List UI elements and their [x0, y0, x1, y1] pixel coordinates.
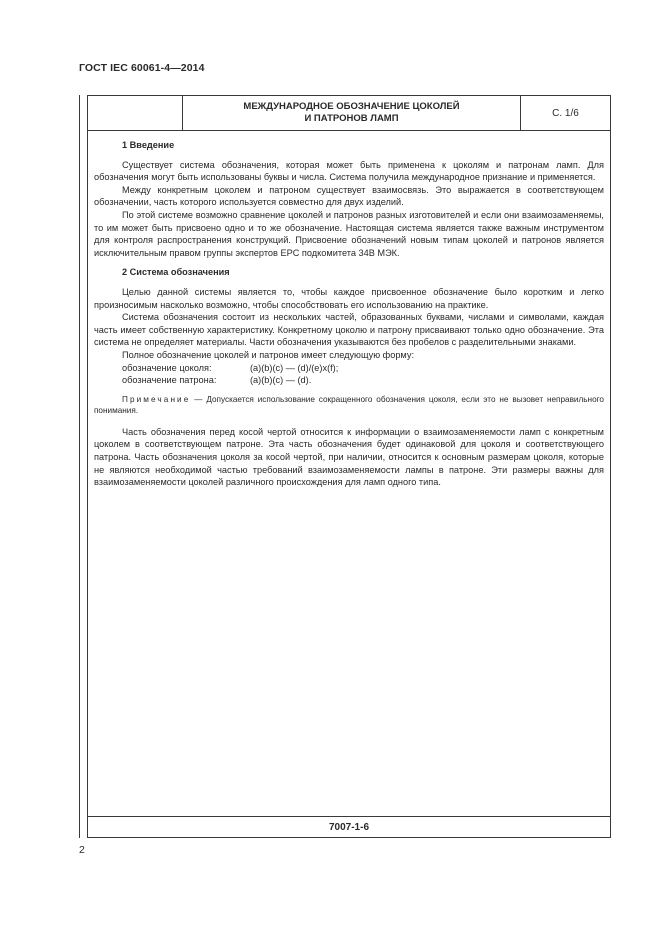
section-1-paragraph: По этой системе возможно сравнение цоколей и патронов разных изготовителей и если они взаимозаменяемы, то им может быть присвоено одно и то же обозначение. Настоящая система является также важным инструментом для контроля распространения конструкций. Присвоение обозначений новым типам цоколей и патронов является исключительным правом группы экспертов EPC подкомитета 34B МЭК. — [94, 209, 604, 258]
cap-designation-label: обозначение цоколя: — [122, 362, 212, 373]
cap-designation-value: (a)(b)(c) — (d)/(e)x(f); — [250, 362, 339, 373]
sheet-frame — [87, 95, 611, 838]
sheet-title-line-2: И ПАТРОНОВ ЛАМП — [304, 113, 399, 124]
page-number: 2 — [79, 844, 85, 856]
section-2-heading: 2 Система обозначения — [122, 267, 230, 278]
sheet-title-line-1: МЕЖДУНАРОДНОЕ ОБОЗНАЧЕНИЕ ЦОКОЛЕЙ — [243, 101, 460, 112]
sheet-page-ref: С. 1/6 — [552, 107, 579, 119]
sheet-header — [88, 96, 610, 131]
cap-designation-line — [94, 362, 604, 375]
sheet-title — [183, 96, 520, 130]
holder-designation-label: обозначение патрона: — [122, 375, 217, 386]
note-label: Примечание — [122, 394, 191, 404]
sheet-footer-code: 7007-1-6 — [88, 816, 610, 838]
holder-designation-line — [94, 374, 604, 387]
note — [94, 394, 604, 417]
document-code: ГОСТ IEC 60061-4—2014 — [79, 62, 205, 74]
section-2-paragraph: Полное обозначение цоколей и патронов имеет следующую форму: — [122, 349, 414, 360]
section-1-heading: 1 Введение — [122, 140, 175, 150]
holder-designation-value: (a)(b)(c) — (d). — [250, 375, 312, 386]
section-1-paragraph: Между конкретным цоколем и патроном существует взаимосвязь. Это выражается в соответствующем обозначении, часть которого используется совместно для двух изделий. — [94, 184, 604, 208]
sheet-body — [94, 139, 604, 489]
section-2-final-paragraph: Часть обозначения перед косой чертой относится к информации о взаимозаменяемости ламп с конкретным цоколем в соответствующем патроне. Эта часть обозначения будет одинаковой для цоколя и соответствующего патрона. Часть обозначения цоколя за косой чертой, при наличии, относится к основным размерам цоколя, которые не являются необходимой частью требований взаимозаменяемости лампы в патроне. Эти размеры важны для взаимозаменяемости цоколей различного происхождения для ламп одного типа. — [94, 426, 604, 488]
section-2-paragraph: Система обозначения состоит из нескольких частей, образованных буквами, числами и символами, каждая часть имеет собственную характеристику. Конкретному цоколю и патрону присваивают только одно обозначение. Эта система не определяет материалы. Части обозначения указываются без пробелов с разделительными знаками. — [94, 312, 604, 348]
section-1-paragraph: Существует система обозначения, которая может быть применена к цоколям и патронам ламп. Для обозначения могут быть использованы буквы и числа. Система получила международное признание и применяется. — [94, 159, 604, 183]
binding-margin-line — [79, 95, 80, 838]
note-text: — Допускается использование сокращенного обозначения цоколя, если это не вызовет неправильного понимания. — [94, 394, 604, 416]
section-2-paragraph: Целью данной системы является то, чтобы каждое присвоенное обозначение было коротким и легко произносимым насколько возможно, чтобы способствовать его использованию на практике. — [94, 286, 604, 310]
